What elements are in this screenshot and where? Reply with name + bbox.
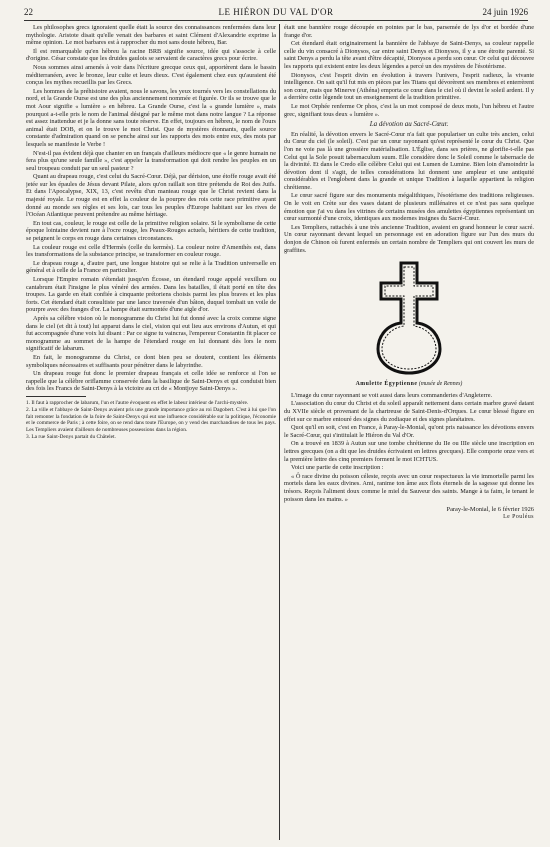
paragraph: Nous sommes ainsi amenés à voir dans l'écriture grecque ceux qui, apportèrent dans le bassin méditerranéen, avec le bronze, leur culte et leurs dieux. C'est également chez eux qu'auraient été conçus les mythes recueillis par les Grecs. bbox=[26, 63, 276, 87]
paragraph: Le cœur sacré figure sur des monuments mégalithiques, l'ésotérisme des traditions religieuses. On le voit en Crète sur des vases datant de plusieurs millénaires et ce n'est pas sans quelque émotion que j'ai vu dans les vitrines de certains musées des amulettes égyptiennes représentant un cœur surmonté d'une croix, identiques aux modernes insignes du Sacré-Cœur. bbox=[284, 192, 534, 223]
section-title: La dévotion au Sacré-Cœur. bbox=[369, 120, 449, 129]
right-body-top bbox=[284, 24, 534, 118]
footnote: 3. La rue Saint-Denys partait du Châtelet. bbox=[26, 433, 116, 440]
figure-caption bbox=[284, 381, 534, 389]
caption-title: Amulette Égyptienne bbox=[355, 381, 418, 388]
page-number: 22 bbox=[24, 7, 33, 17]
page-header bbox=[24, 6, 528, 21]
paragraph: L'image du cœur rayonnant se voit aussi dans leurs commanderies d'Angleterre. bbox=[291, 391, 493, 399]
paragraph: En fait, le monogramme du Christ, ce dont bien peu se doutent, contient les éléments symboliques nécessaires et suffisants pour pénétrer dans le labyrinthe. bbox=[26, 353, 276, 369]
right-body-bottom bbox=[284, 392, 534, 503]
footnote: 2. La ville et l'abbaye de Saint-Denys avaient pris une grande importance grâce au roi Dagobert. C'est à lui que l'on fait remonter la fondation de la foire de Saint-Denys qui eut une influence considérable sur la politique, l'économie et le commerce de Paris ; à cette foire, on se rend dans toute l'Europe, on y vend des marchandises de tous les pays. Les Templiers avaient d'ailleurs de nombreuses possessions dans la région. bbox=[26, 407, 276, 433]
paragraph: En réalité, la dévotion envers le Sacré-Cœur n'a fait que populariser un culte très ancien, celui du Cœur du ciel (le soleil). C'est par un cœur rayonnant qu'est représenté le cœur du Christ. Que l'on ne voie pas là une grossière matérialisation. L'Église, dans ses prières, ne glorifie-t-elle pas Celui qui la Sole posuit tabernaculum suum. Elle considère donc le Soleil comme le tabernacle de la divinité. Et dans le Credo elle célèbre Celui qui est Lumen de Lumine. Bien loin d'amoindrir la dévotion dont il s'agit, de telles considérations lui donnent une ampleur et une antiquité considérables et l'englobent dans la grande et unique Tradition à laquelle appartient la religion chrétienne. bbox=[284, 130, 534, 191]
paragraph: Le mot Orphée renferme Or phos, c'est la un mot composé de deux mots, l'un hébreu et l'autre grec, signifiant tous deux « lumière ». bbox=[284, 102, 534, 118]
paragraph: On a trouvé en 1839 à Autun sur une tombe chrétienne du IIe ou IIIe siècle une inscription en lettres grecques (on a dit que les druides écrivaient en lettres grecques). Elle comporte onze vers et la première lettre des cinq premiers forment le mot ICHTUS. bbox=[284, 440, 534, 463]
footnote: 1. Il faut à rapprocher de labarum, l'un et l'autre évoquent en effet le labeur intérieur de l'archi-mystère. bbox=[26, 399, 249, 406]
signature-place-date: Paray-le-Monial, le 6 février 1926 bbox=[446, 506, 534, 514]
paragraph: était une bannière rouge découpée en pointes par le bas, parsemée de lys d'or et bordée d'une frange d'or. bbox=[284, 24, 534, 39]
paragraph: Quoi qu'il en soit, c'est en France, à Paray-le-Monial, qu'ont pris naissance les dévotions envers le Sacré-Cœur, qui s'intitulait le Hiéron du Val d'Or. bbox=[284, 424, 534, 439]
paragraph: Un drapeau rouge fut donc le premier drapeau français et celle idée se renforce si l'on se rappelle que la célèbre oriflamme conservée dans la basilique de Saint-Denys et qui conduisit bien des fois les Francs de Saint-Denys à la victoire au cri de « Montjoye Saint-Denys ». bbox=[26, 370, 276, 393]
column-divider bbox=[279, 24, 280, 840]
left-body bbox=[26, 24, 276, 393]
paragraph: Les Templiers, rattachés à une très ancienne Tradition, avaient en grand honneur le cœur sacré. Un cœur rayonnant devant lequel un personnage est en adoration figure sur l'un des murs du donjon de Chinon où furent enfermés un certain nombre de Templiers qui ont couvert les murs de graffites. bbox=[284, 223, 534, 254]
right-body-mid bbox=[284, 131, 534, 255]
paragraph: « Ô race divine du poisson céleste, reçois avec un cœur respectueux la vie immortelle parmi les mortels dans les eaux divines. Ami, ranime ton âme aux flots éternels de la sagesse qui donne les trésors. Reçois l'aliment doux comme le miel du Sauveur des saints. Mange à ta faim, le tenant le poisson dans les mains. » bbox=[284, 472, 534, 503]
paragraph: Les hommes de la préhistoire avaient, nous le savons, les yeux tournés vers les constellations du nord, et la Grande Ourse est une des plus anciennement nommée et figurée. Or ils se trouve que le mot Aour signifie « lumière » en hébreu. La Grande Ourse, c'est la « grande lumière », mais pourquoi a-t-elle pris le nom de l'animal désigné par le même mot dans notre langue ? La réponse est assez inattendue et je la donne sans toute réserve. En effet, toujours en hébreu, le nom de l'ours animal était DOB, et on le trouve le mot Christ. Que de mystères étonnants, quelle source constante d'admiration quand on se penche ainsi sur les rapports des mots entre eux, des mots par lesquels se manifeste le Verbe ! bbox=[26, 87, 276, 148]
footnote-divider bbox=[26, 396, 86, 397]
paragraph: Après sa célèbre vision où le monogramme du Christ lui fut donné avec la croix comme signe dans le ciel (et dit à tout) lui apparut dans le ciel, vision qui eut lieu aux environs d'Autun, et qui fut accompagnée d'une voix lui disant : Par ce signe tu vaincras, l'empereur Constantin fit placer ce monogramme au sommet de la hampe de l'étendard rouge en lui donnant dès lors le nom significatif de labarum. bbox=[26, 314, 276, 353]
left-column bbox=[26, 24, 276, 840]
paragraph: Le drapeau rouge a, d'autre part, une longue histoire qui se relie à la Tradition universelle en général et à celle de la France en particulier. bbox=[26, 259, 276, 275]
paragraph: Voici une partie de cette inscription : bbox=[291, 464, 384, 472]
right-column bbox=[284, 24, 534, 840]
signature-author: Le Pouléus bbox=[503, 513, 534, 520]
paragraph: N'est-il pas évident déjà que chanter en un français d'ailleurs médiocre que « le genre humain ne fera plus qu'une seule famille », c'est appeler la transformation qui doit rendre les peuples en un seul troupeau conduit par un seul pasteur ? bbox=[26, 149, 276, 172]
paragraph: Quant au drapeau rouge, c'est celui du Sacré-Cœur. Déjà, par dérision, une étoffe rouge avait été jetée sur les épaules de Jésus devant Pilate, alors qu'on raillait son titre prétendu de Roi des Juifs. Et dans l'Apocalypse, XIX, 13, c'est revêtu d'un manteau rouge que le Christ revient dans la majesté royale. Le rouge est en effet la couleur de la pourpre des rois cette race primitive ayant donné au monde ses règles et ses lois, car tous les peuples d'Europe habitant sur les rives de l'Océan Atlantique peuvent prétendre au même héritage. bbox=[26, 173, 276, 219]
paragraph: Dionysos, c'est l'esprit divin en évolution à travers l'univers, l'esprit radieux, la vivante intelligence. On sait qu'il fut mis en pièces par les Titans qui dévorèrent ses membres et enterrèrent son cœur, mais que Minerve (Athéna) emporta ce cœur dans le ciel où il devint le soleil ardent. Il y a derrière cette légende tout un enseignement de la tradition primitive. bbox=[284, 71, 534, 102]
caption-source: (musée de Rennes) bbox=[418, 381, 463, 388]
paragraph: L'association du cœur du Christ et du soleil apparaît nettement dans certain marbre gravé datant du XVIIe siècle et provenant de la chartreuse de Saint-Denis-d'Orques. Le cœur blessé figure en effet sur ce marbre entouré des signes du zodiaque et des signes planétaires. bbox=[284, 400, 534, 423]
paragraph: Cet étendard était originairement la bannière de l'abbaye de Saint-Denys, sa couleur rappelle celle du vin consacré à Dionysos, car entre saint Denys et Dionysos, il y a une étroite parenté. Si saint Denys a perdu la tête avant d'être décapité, Dionysos a perdu son cœur. Or celui qui découvre les rapports qui existent entre les deux légendes a percé un des mystères de l'ésotérisme. bbox=[284, 40, 534, 70]
footnotes bbox=[26, 400, 276, 440]
issue-date: 24 juin 1926 bbox=[482, 7, 528, 17]
paragraph: En tout cas, couleur, le rouge est celle de la primitive religion solaire. Si le symbolisme de cette époque lointaine devient rare à l'ocre rouge, les Peaux-Rouges actuels, héritiers de cette tradition, se peignent le corps en rouge dans certaines circonstances. bbox=[26, 219, 276, 243]
paragraph: Il est remarquable qu'en hébreu la racine BRB signifie source, idée qui s'associe à celle d'origine. César constate que les druides gaulois se servaient de caractères grecs pour écrire. bbox=[26, 47, 276, 63]
journal-title: LE HIÉRON DU VAL D'OR bbox=[218, 7, 334, 17]
amulet-cross-heart-icon bbox=[374, 259, 444, 377]
paragraph: La couleur rouge est celle d'Hermès (celle du kermès). La couleur noire d'Amenthès est, dans les transformations de la substance principe, se transformer en couleur rouge. bbox=[26, 243, 276, 259]
paragraph: Lorsque l'Empire romain s'étendait jusqu'en Écosse, un étendard rouge appelé vexillum ou cantabrum était l'insigne le plus vénéré des armées. Dans les batailles, il était porté en tête des troupes. La garde en était confiée à cinquante prétoriens choisis parmi les plus braves et les plus forts. Cet étendard était consultiste par une lance traversée d'un bâton, duquel tombait un voile de pourpre avec des franges d'or. La hampe était surmontée d'une aigle d'or. bbox=[26, 276, 276, 314]
amulet-figure bbox=[284, 259, 534, 379]
paragraph: Les philosophes grecs ignoraient quelle était la source des connaissances renfermées dans leur mythologie. Aristote disait qu'elle venait des barbares et saint Clément d'Alexandrie exprime la même opinion. Le mot barbares est à rapprocher du mot sans doute hébreu, Bar. bbox=[26, 24, 276, 47]
